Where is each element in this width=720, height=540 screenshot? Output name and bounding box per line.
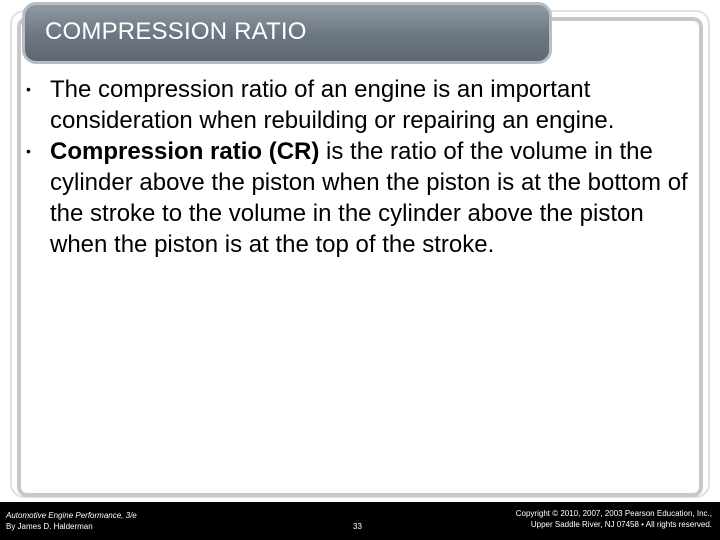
footer-author: By James D. Halderman	[6, 522, 93, 531]
footer-bar	[0, 502, 720, 540]
bullet-list	[26, 74, 696, 260]
copyright-line-1: Copyright © 2010, 2007, 2003 Pearson Education, Inc.,	[515, 509, 712, 518]
bullet-dot-icon: •	[26, 143, 31, 159]
bullet-bold-term: Compression ratio (CR)	[50, 138, 320, 165]
footer-book-info	[6, 510, 137, 532]
bullet-text: is the ratio of the volume in the cylinder above the piston when the piston is at the bottom of the stroke to the volume in the cylinder above the piston when the piston is at the top of the stroke.	[50, 138, 688, 258]
bullet-text: The compression ratio of an engine is an important consideration when rebuilding or repairing an engine.	[50, 76, 615, 134]
copyright-line-2: Upper Saddle River, NJ 07458 • All rights reserved.	[530, 520, 712, 529]
bullet-item	[26, 136, 696, 260]
bullet-item	[26, 74, 696, 136]
footer-copyright	[516, 508, 712, 530]
footer-book-title: Automotive Engine Performance, 3/e	[6, 511, 137, 520]
slide-title: COMPRESSION RATIO	[45, 18, 307, 45]
bullet-dot-icon: •	[26, 81, 31, 97]
page-number: 33	[353, 522, 362, 531]
